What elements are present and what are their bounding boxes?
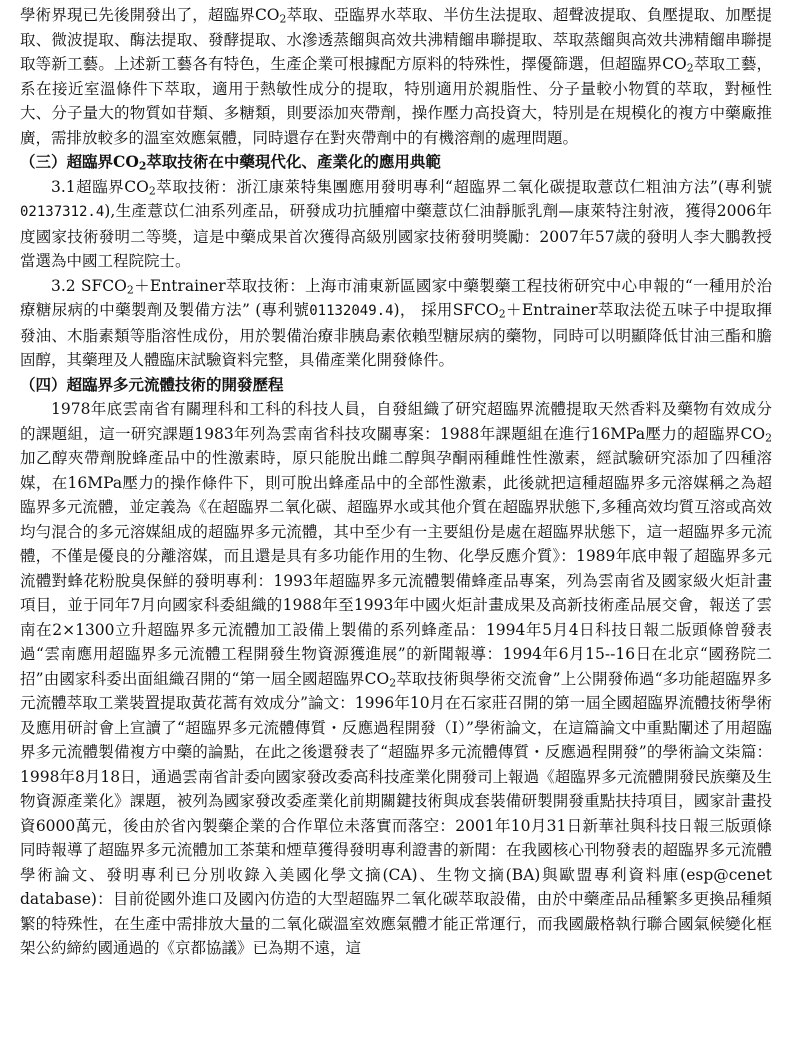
- section-3-2-text-c: )， 採用SFCO: [393, 301, 499, 319]
- history-text-a: 1978年底雲南省有關理科和工科的科技人員，自發組織了研究超臨界流體提取天然香料及藥物有效成分的課題組，這一研究課題1983年列為雲南省科技攻關專案：1988年課題組在進行16MPa壓力的超臨界CO: [20, 400, 772, 443]
- section-3-2-text-b: ＋Entrainer萃取技術：上海市浦東新區國家中藥製藥工程技術研究中心申報的“一種用於治療糖尿病的中藥製劑及製備方法” (專利號: [20, 276, 772, 319]
- history-text-b: 加乙醇夾帶劑脫蜂產品中的性激素時，原只能脫出雌二醇與孕酮兩種雌性性激素，經試驗研究添加了四種溶媒，在16MPa壓力的操作條件下，則可脫出蜂產品中的全部性激素，此後就把這種超臨界多元溶媒稱之為超臨界多元流體，並定義為《在超臨界二氧化碳、超臨界水或其他介質在超臨界狀態下,多種高效均質互溶或高效均勻混合的多元溶媒組成的超臨界多元流體，其中至少有一主要組份是處在超臨界狀態下，這一超臨界多元流體，不僅是優良的分離溶媒，而且還是具有多功能作用的生物、化學反應介質》：1989年底申報了超臨界多元流體對蜂花粉脫臭保鮮的發明專利：1993年超臨界多元流體製備蜂產品專案，列為雲南省及國家級火炬計畫項目，並于同年7月向國家科委組織的1988年至1993年中國火炬計畫成果及高新技術產品展交會，報送了雲南在2×1300立升超臨界多元流體加工設備上製備的系列蜂產品：1994年5月4日科技日報二版頭條曾發表過“雲南應用超臨界多元流體工程開發生物資源獲進展”的新聞報導：1994年6月15--16日在北京“國務院二招”由國家科委出面組織召開的“第一屆全國超臨界CO: [20, 449, 772, 688]
- patent-number: 01132049.4: [309, 303, 394, 319]
- history-text-c: 萃取技術與學術交流會”上公開發佈過“多功能超臨界多元流體萃取工業裝置提取黃花蒿有效成分”論文：1996年10月在石家莊召開的第一屆全國超臨界流體技術學術及應用研討會上宣讀了“超臨界多元流體傳質・反應過程開發（Ⅰ）”學術論文，在這篇論文中重點闡述了用超臨界多元流體製備複方中藥的論點，在此之後還發表了“超臨界多元流體傳質・反應過程開發”的學術論文柒篇：1998年8月18日，通過雲南省計委向國家發改委高科技產業化開發司上報過《超臨界多元流體開發民族藥及生物資源產業化》課題，被列為國家發改委產業化前期關鍵技術與成套裝備研製開發重點扶持項目，國家計畫投資6000萬元，後由於省內製藥企業的合作單位未落實而落空：2001年10月31日新華社與科技日報三版頭條同時報導了超臨界多元流體加工茶葉和煙草獲得發明專利證書的新聞：在我國核心刊物發表的超臨界多元流體學術論文、發明專利已分別收錄入美國化學文摘(CA)、生物文摘(BA)與歐盟專利資料庫(esp@cenet database)：目前從國外進口及國內仿造的大型超臨界二氧化碳萃取設備，由於中藥產品品種繁多更換品種頻繁的特殊性，在生產中需排放大量的二氧化碳溫室效應氣體才能正常運行，而我國嚴格執行聯合國氣候變化框架公約締約國通過的《京都協議》已為期不遠，這: [20, 669, 772, 957]
- patent-number: 02137312.4: [20, 204, 105, 220]
- section-heading-3: [20, 150, 772, 175]
- section-3-2-text-a: 3.2 SFCO: [51, 276, 127, 295]
- subscript-2: 2: [389, 676, 397, 690]
- intro-text-c: 萃取工藝，系在接近室溫條件下萃取，適用于熱敏性成分的提取，特別適用於親脂性、分子量較小物質的萃取，對極性大、分子量大的物質如苷類、多糖類，則要添加夾帶劑，操作壓力高投資大，特別是在規模化的複方中藥廠推廣，需排放較多的溫室效應氣體，同時還存在對夾帶劑中的有機溶劑的處理問題。: [20, 55, 772, 147]
- section-3-2-text-d: ＋Entrainer萃取法從五味子中提取揮發油、木脂素類等脂溶性成份，用於製備治療非胰島素依賴型糖尿病的藥物，同時可以明顯降低甘油三酯和膽固醇，其藥理及人體臨床試驗資料完整，具備產業化開發條件。: [20, 301, 773, 369]
- subscript-2: 2: [765, 431, 772, 445]
- subscript-2: 2: [686, 61, 694, 75]
- section-3-1-text-b: 萃取技術：浙江康萊特集團應用發明專利“超臨界二氧化碳提取薏苡仁粗油方法”(專利號: [155, 177, 772, 196]
- subscript-2: 2: [126, 283, 134, 297]
- heading-3-text-a: （三）超臨界CO: [20, 152, 139, 171]
- section-heading-4: （四）超臨界多元流體技術的開發歷程: [20, 374, 284, 394]
- subscript-2: 2: [498, 307, 506, 321]
- subscript-2: 2: [148, 184, 156, 198]
- subscript-2: 2: [279, 12, 287, 26]
- intro-paragraph: [20, 3, 772, 150]
- heading-3-text-b: 萃取技術在中藥現代化、產業化的應用典範: [146, 152, 441, 171]
- intro-text-a: 學術界現已先後開發出了，超臨界CO: [20, 6, 280, 24]
- history-paragraph: [20, 397, 772, 961]
- subscript-2: 2: [138, 159, 147, 173]
- section-3-1-text-c: ),生產薏苡仁油系列產品，研發成功抗腫瘤中藥薏苡仁油靜脈乳劑—康萊特注射液，獲得2006年度國家技術發明二等獎，這是中藥成果首次獲得高級別國家技術發明獎勵：2007年57歲的發明人李大鵬教授當選為中國工程院院士。: [20, 202, 772, 270]
- section-3-2-paragraph: [20, 274, 772, 373]
- section-3-1-paragraph: [20, 175, 772, 274]
- section-3-1-text-a: 3.1超臨界CO: [51, 177, 149, 196]
- intro-text-b: 萃取、亞臨界水萃取、半仿生法提取、超聲波提取、負壓提取、加壓提取、微波提取、酶法提取、發酵提取、水滲透蒸餾與高效共沸精餾串聯提取、萃取蒸餾與高效共沸精餾串聯提取等新工藝。上述新工藝各有特色，生產企業可根據配方原料的特殊性，擇優篩選，但超臨界CO: [20, 6, 772, 73]
